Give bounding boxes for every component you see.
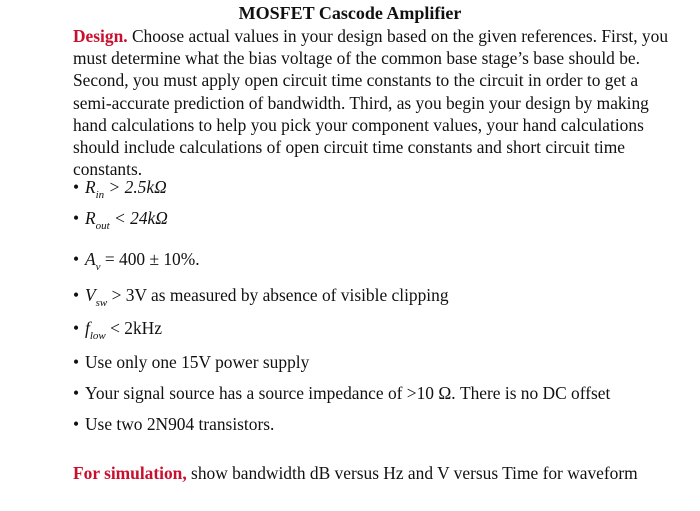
subscript: out — [95, 220, 110, 232]
requirement-transistors — [73, 413, 274, 435]
symbol: R — [85, 177, 96, 197]
requirement-value: < 24kΩ — [109, 208, 168, 228]
subscript: in — [95, 189, 105, 201]
bullet-dot: • — [73, 208, 80, 228]
bullet-dot: • — [73, 414, 80, 434]
design-heading: Design. — [73, 26, 128, 46]
bullet-dot: • — [73, 285, 80, 305]
requirement-text: Use only one 15V power supply — [85, 352, 310, 372]
symbol: A — [85, 249, 96, 269]
symbol: f — [85, 318, 90, 338]
symbol: R — [85, 208, 96, 228]
design-text: Choose actual values in your design based on the given references. First, you must determine what the bias voltage of the common base stage’s base should be. Second, you must apply open circuit time constants to the circuit in order to get a semi-accurate prediction of bandwidth. Third, as you begin your design by making hand calculations to help you pick your component values, your hand calculations should include calculations of open circuit time constants and short circuit time constants. — [73, 26, 669, 180]
requirement-value: = 400 ± 10%. — [100, 249, 200, 269]
requirement-text: Use two 2N904 transistors. — [85, 414, 275, 434]
simulation-text: show bandwidth dB versus Hz and V versus Time for waveform — [186, 463, 638, 483]
subscript: v — [95, 261, 101, 273]
bullet-dot: • — [73, 383, 80, 403]
subscript: low — [89, 330, 106, 342]
requirement-rout — [73, 207, 168, 232]
symbol: V — [85, 285, 96, 305]
requirement-av — [73, 248, 200, 273]
requirement-text: Your signal source has a source impedance of >10 Ω. There is no DC offset — [85, 383, 611, 403]
design-paragraph — [73, 25, 673, 180]
bullet-dot: • — [73, 318, 80, 338]
requirement-flow — [73, 317, 162, 342]
subscript: sw — [95, 297, 108, 309]
requirement-vsw — [73, 284, 449, 309]
requirement-rin — [73, 176, 167, 201]
page-title: MOSFET Cascode Amplifier — [238, 3, 462, 23]
simulation-heading: For simulation, — [73, 463, 187, 483]
bullet-dot: • — [73, 177, 80, 197]
bullet-dot: • — [73, 249, 80, 269]
requirement-value: > 2.5kΩ — [104, 177, 167, 197]
simulation-paragraph — [73, 462, 673, 484]
requirement-value: < 2kHz — [105, 318, 162, 338]
requirement-power-supply — [73, 351, 309, 373]
requirement-source-impedance — [73, 382, 610, 404]
requirement-value: > 3V as measured by absence of visible clipping — [107, 285, 449, 305]
bullet-dot: • — [73, 352, 80, 372]
